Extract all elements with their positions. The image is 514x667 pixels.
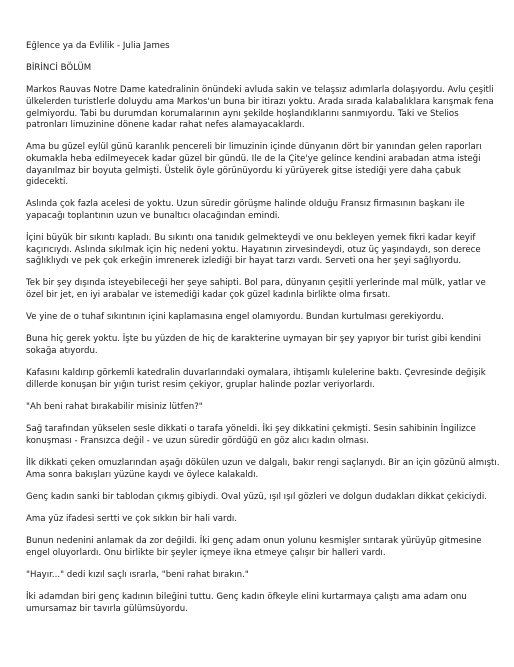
paragraph: İki adamdan biri genç kadının bileğini tuttu. Genç kadın öfkeyle elini kurtarmaya çalıştı ama adam onu umursamaz bir tavırla gülümsüyordu. <box>26 592 467 614</box>
paragraph: Buna hiç gerek yoktu. İşte bu yüzden de hiç de karakterine uymayan bir şey yapıyor bir turist gibi kendini sokağa atıyordu. <box>26 334 482 357</box>
document-page <box>26 41 500 626</box>
paragraph: "Hayır..." dedi kızıl saçlı ısrarla, "beni rahat bırakın." <box>26 569 249 580</box>
paragraph: Genç kadın sanki bir tablodan çıkmış gibiydi. Oval yüzü, ışıl ışıl gözleri ve dolgun dudakları dikkat çekiciydi. <box>26 491 487 502</box>
paragraph: Aslında çok fazla acelesi de yoktu. Uzun süredir görüşme halinde olduğu Fransız firmasının başkanı ile yapacağı toplantının uzun ve bunaltıcı olacağından emindi. <box>26 199 465 221</box>
document-title: Eğlence ya da Evlilik - Julia James <box>26 41 170 51</box>
paragraph: Bunun nedenini anlamak da zor değildi. İki genç adam onun yolunu kesmişler sırıtarak yürüyüp gitmesine engel oluyorlardı. Onu birlikte bir şeyler içmeye ikna etmeye çalışır bir halleri vardı. <box>26 536 482 558</box>
paragraph: Ve yine de o tuhaf sıkıntının içini kaplamasına engel olamıyordu. Bundan kurtulması gerekiyordu. <box>26 312 444 323</box>
paragraph: Markos Rauvas Notre Dame katedralinin önündeki avluda sakin ve telaşsız adımlarla dolaşıyordu. Avlu çeşitli ülkelerden turistlerle doluydu ama Markos'un buna bir itirazı yoktu. Arada sırada kalabalıklara karışmak fena gelmiyordu. Tabi bu durumdan korumalarının aynı şekilde hoşlandıklarını sanmıyordu. Taki ve Stelios patronları limuzinine dönene kadar rahat nefes alamayacaklardı. <box>26 85 494 131</box>
paragraph: Sağ tarafından yükselen sesle dikkati o tarafa yöneldi. İki şey dikkatini çekmişti. Sesin sahibinin İngilizce konuşması - Fransızca değil - ve uzun süredir gördüğü en göz alıcı kadın olması. <box>26 424 476 446</box>
paragraph: "Ah beni rahat bırakabilir misiniz lütfen?" <box>26 402 203 412</box>
paragraph: İlk dikkati çeken omuzlarından aşağı dökülen uzun ve dalgalı, bakır rengi saçlarıydı. Bir an için gözünü almıştı. Ama sonra bakışları yüzüne kaydı ve öylece kalakaldı. <box>26 457 500 480</box>
paragraph: Ama yüz ifadesi sertti ve çok sıkkın bir hali vardı. <box>26 513 238 524</box>
paragraph: Tek bir şey dışında isteyebileceği her şeye sahipti. Bol para, dünyanın çeşitli yerlerinde mal mülk, yatlar ve özel bir jet, en iyi arabalar ve istemediği kadar çok güzel kadınla birlikte olma fırsatı. <box>26 278 486 301</box>
chapter-heading: BİRİNCİ BÖLÜM <box>26 63 92 74</box>
paragraph: İçini büyük bir sıkıntı kapladı. Bu sıkıntı ona tanıdık gelmekteydi ve onu bekleyen yemek fikri kadar keyif kaçırıcıydı. Aslında sıkılmak için hiç nedeni yoktu. Hayatının zirvesindeydi, otuz üç yaşındaydı, son derece sağlıklıydı ve pek çok erkeğin imrenerek izlediği bir hayat tarzı vardı. Serveti ona her şeyi sağlıyordu. <box>26 233 481 267</box>
paragraph: Ama bu güzel eylül günü karanlık pencereli bir limuzinin içinde dünyanın dört bir yanından gelen raporları okumakla heba edilmeyecek kadar güzel bir gündü. Ile de la Çite'ye gelince kendini arabadan atma isteği dayanılmaz bir boyuta gelmişti. Üstelik öyle görünüyordu ki yürüyerek gitse istediği yere daha çabuk gidecekti. <box>26 142 482 188</box>
paragraph: Kafasını kaldırıp görkemli katedralin duvarlarındaki oymalara, ihtişamlı kulelerine baktı. Çevresinde değişik dillerde konuşan bir yığın turist resim çekiyor, gruplar halinde pozlar veriyorlardı. <box>26 368 486 390</box>
